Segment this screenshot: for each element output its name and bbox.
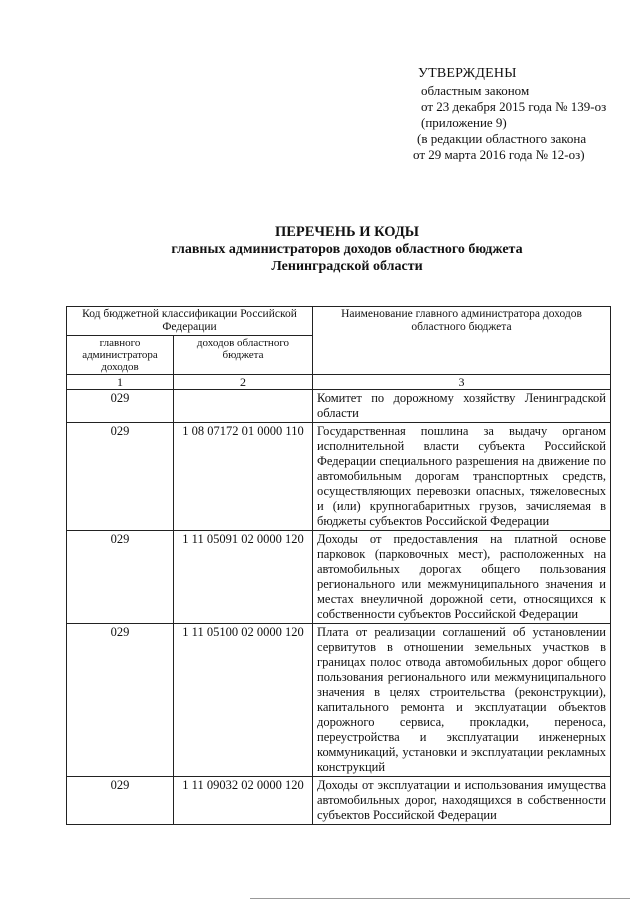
income-name-cell: Доходы от предоставления на платной основе парковок (парковочных мест), расположенных на автомобильных дорогах общего пользования регионального или межмуниципального значения и местах внеуличной дорожной сети, относящихся к собственности субъектов Российской Федерации (313, 531, 611, 624)
title-line-1: ПЕРЕЧЕНЬ И КОДЫ (274, 224, 420, 240)
approval-heading: УТВЕРЖДЕНЫ (418, 66, 517, 81)
table-row (67, 531, 611, 624)
income-code-cell: 1 08 07172 01 0000 110 (174, 423, 313, 531)
title-line-2: главных администраторов доходов областного бюджета (171, 242, 523, 257)
income-code-cell: 1 11 05100 02 0000 120 (174, 624, 313, 777)
table-row (67, 624, 611, 777)
table-row (67, 390, 611, 423)
admin-code-cell: 029 (67, 423, 174, 531)
admin-code-cell: 029 (67, 777, 174, 825)
admin-code-cell: 029 (67, 390, 174, 423)
header-income-code: доходов областного бюджета (174, 336, 313, 375)
column-number: 3 (313, 375, 611, 390)
column-number: 1 (67, 375, 174, 390)
approval-line: (в редакции областного закона (417, 131, 587, 146)
approval-line: (приложение 9) (421, 115, 507, 130)
table-row (67, 777, 611, 825)
admin-code-cell: 029 (67, 531, 174, 624)
header-budget-classification: Код бюджетной классификации Российской Федерации (67, 307, 313, 336)
income-code-cell: 1 11 09032 02 0000 120 (174, 777, 313, 825)
header-administrator-name: Наименование главного администратора доходов областного бюджета (313, 307, 611, 375)
page-bottom-rule (250, 898, 630, 899)
income-name-cell: Доходы от эксплуатации и использования имущества автомобильных дорог, находящихся в собственности субъектов Российской Федерации (313, 777, 611, 825)
approval-line: от 29 марта 2016 года № 12-оз) (413, 147, 585, 162)
document-title (62, 224, 632, 275)
admin-code-cell: 029 (67, 624, 174, 777)
income-name-cell: Государственная пошлина за выдачу органом исполнительной власти субъекта Российской Федерации специального разрешения на движение по автомобильным дорогам транспортных средств, осуществляющих перевозки опасных, тяжеловесных и (или) крупногабаритных грузов, зачисляемая в бюджеты субъектов Российской Федерации (313, 423, 611, 531)
approval-line: от 23 декабря 2015 года № 139-оз (421, 99, 607, 114)
title-line-3: Ленинградской области (271, 259, 423, 274)
table-row (67, 423, 611, 531)
revenue-table (66, 306, 611, 825)
administrator-name-cell: Комитет по дорожному хозяйству Ленинградской области (313, 390, 611, 423)
income-name-cell: Плата от реализации соглашений об установлении сервитутов в отношении земельных участков в границах полос отвода автомобильных дорог общего пользования регионального или межмуниципального значения в целях строительства (реконструкции), капитального ремонта и эксплуатации объектов дорожного сервиса, прокладки, переноса, переустройства и эксплуатации инженерных коммуникаций, установки и эксплуатации рекламных конструкций (313, 624, 611, 777)
approval-block (413, 66, 623, 163)
column-number: 2 (174, 375, 313, 390)
income-code-cell: 1 11 05091 02 0000 120 (174, 531, 313, 624)
approval-line: областным законом (421, 83, 530, 98)
header-admin-code: главного администратора доходов (67, 336, 174, 375)
income-code-cell (174, 390, 313, 423)
